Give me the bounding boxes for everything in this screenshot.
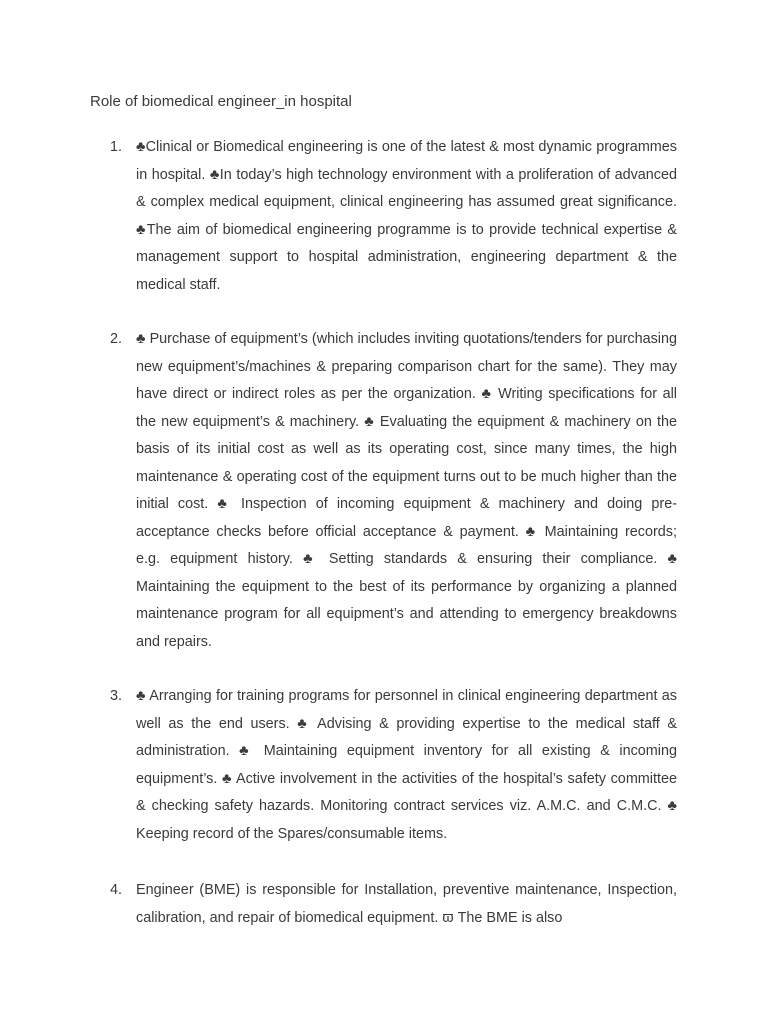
document-title: Role of biomedical engineer_in hospital bbox=[90, 93, 352, 110]
list-item-text: ♣ Purchase of equipment’s (which includes inviting quotations/tenders for purchasing new equipment’s/machines & preparing comparison chart for the same). They may have direct or indirect roles as per the organization. ♣ Writing specifications for all the new equipment’s & machinery. ♣ Evaluating the equipment & machinery on the basis of its initial cost as well as its operating cost, since many times, the high maintenance & operating cost of the equipment turns out to be much higher than the initial cost. ♣ Inspection of incoming equipment & machinery and doing pre-acceptance checks before official acceptance & payment. ♣ Maintaining records; e.g. equipment history. ♣ Setting standards & ensuring their compliance. ♣ Maintaining the equipment to the best of its performance by organizing a planned maintenance program for all equipment’s and attending to emergency breakdowns and repairs. bbox=[136, 331, 677, 650]
list-item bbox=[110, 683, 677, 848]
list-item-number: 4. bbox=[110, 882, 123, 898]
list-item-number: 1. bbox=[110, 139, 123, 155]
list-item bbox=[110, 877, 677, 932]
list-item bbox=[110, 326, 677, 656]
list-item-number: 2. bbox=[110, 331, 123, 347]
list-item-text: ♣ Arranging for training programs for personnel in clinical engineering department as well as the end users. ♣ Advising & providing expertise to the medical staff & administration. ♣ Maintaining equipment inventory for all existing & incoming equipment’s. ♣ Active involvement in the activities of the hospital’s safety committee & checking safety hazards. Monitoring contract services viz. A.M.C. and C.M.C. ♣ Keeping record of the Spares/consumable items. bbox=[136, 688, 677, 842]
list-item-text: Engineer (BME) is responsible for Installation, preventive maintenance, Inspection, calibration, and repair of biomedical equipment. ϖ The BME is also bbox=[136, 882, 677, 926]
list-item bbox=[110, 134, 677, 299]
list-item-number: 3. bbox=[110, 688, 123, 704]
list-item-text: ♣Clinical or Biomedical engineering is one of the latest & most dynamic programmes in hospital. ♣In today’s high technology environment with a proliferation of advanced & complex medical equipment, clinical engineering has assumed great significance. ♣The aim of biomedical engineering programme is to provide technical expertise & management support to hospital administration, engineering department & the medical staff. bbox=[136, 139, 677, 293]
